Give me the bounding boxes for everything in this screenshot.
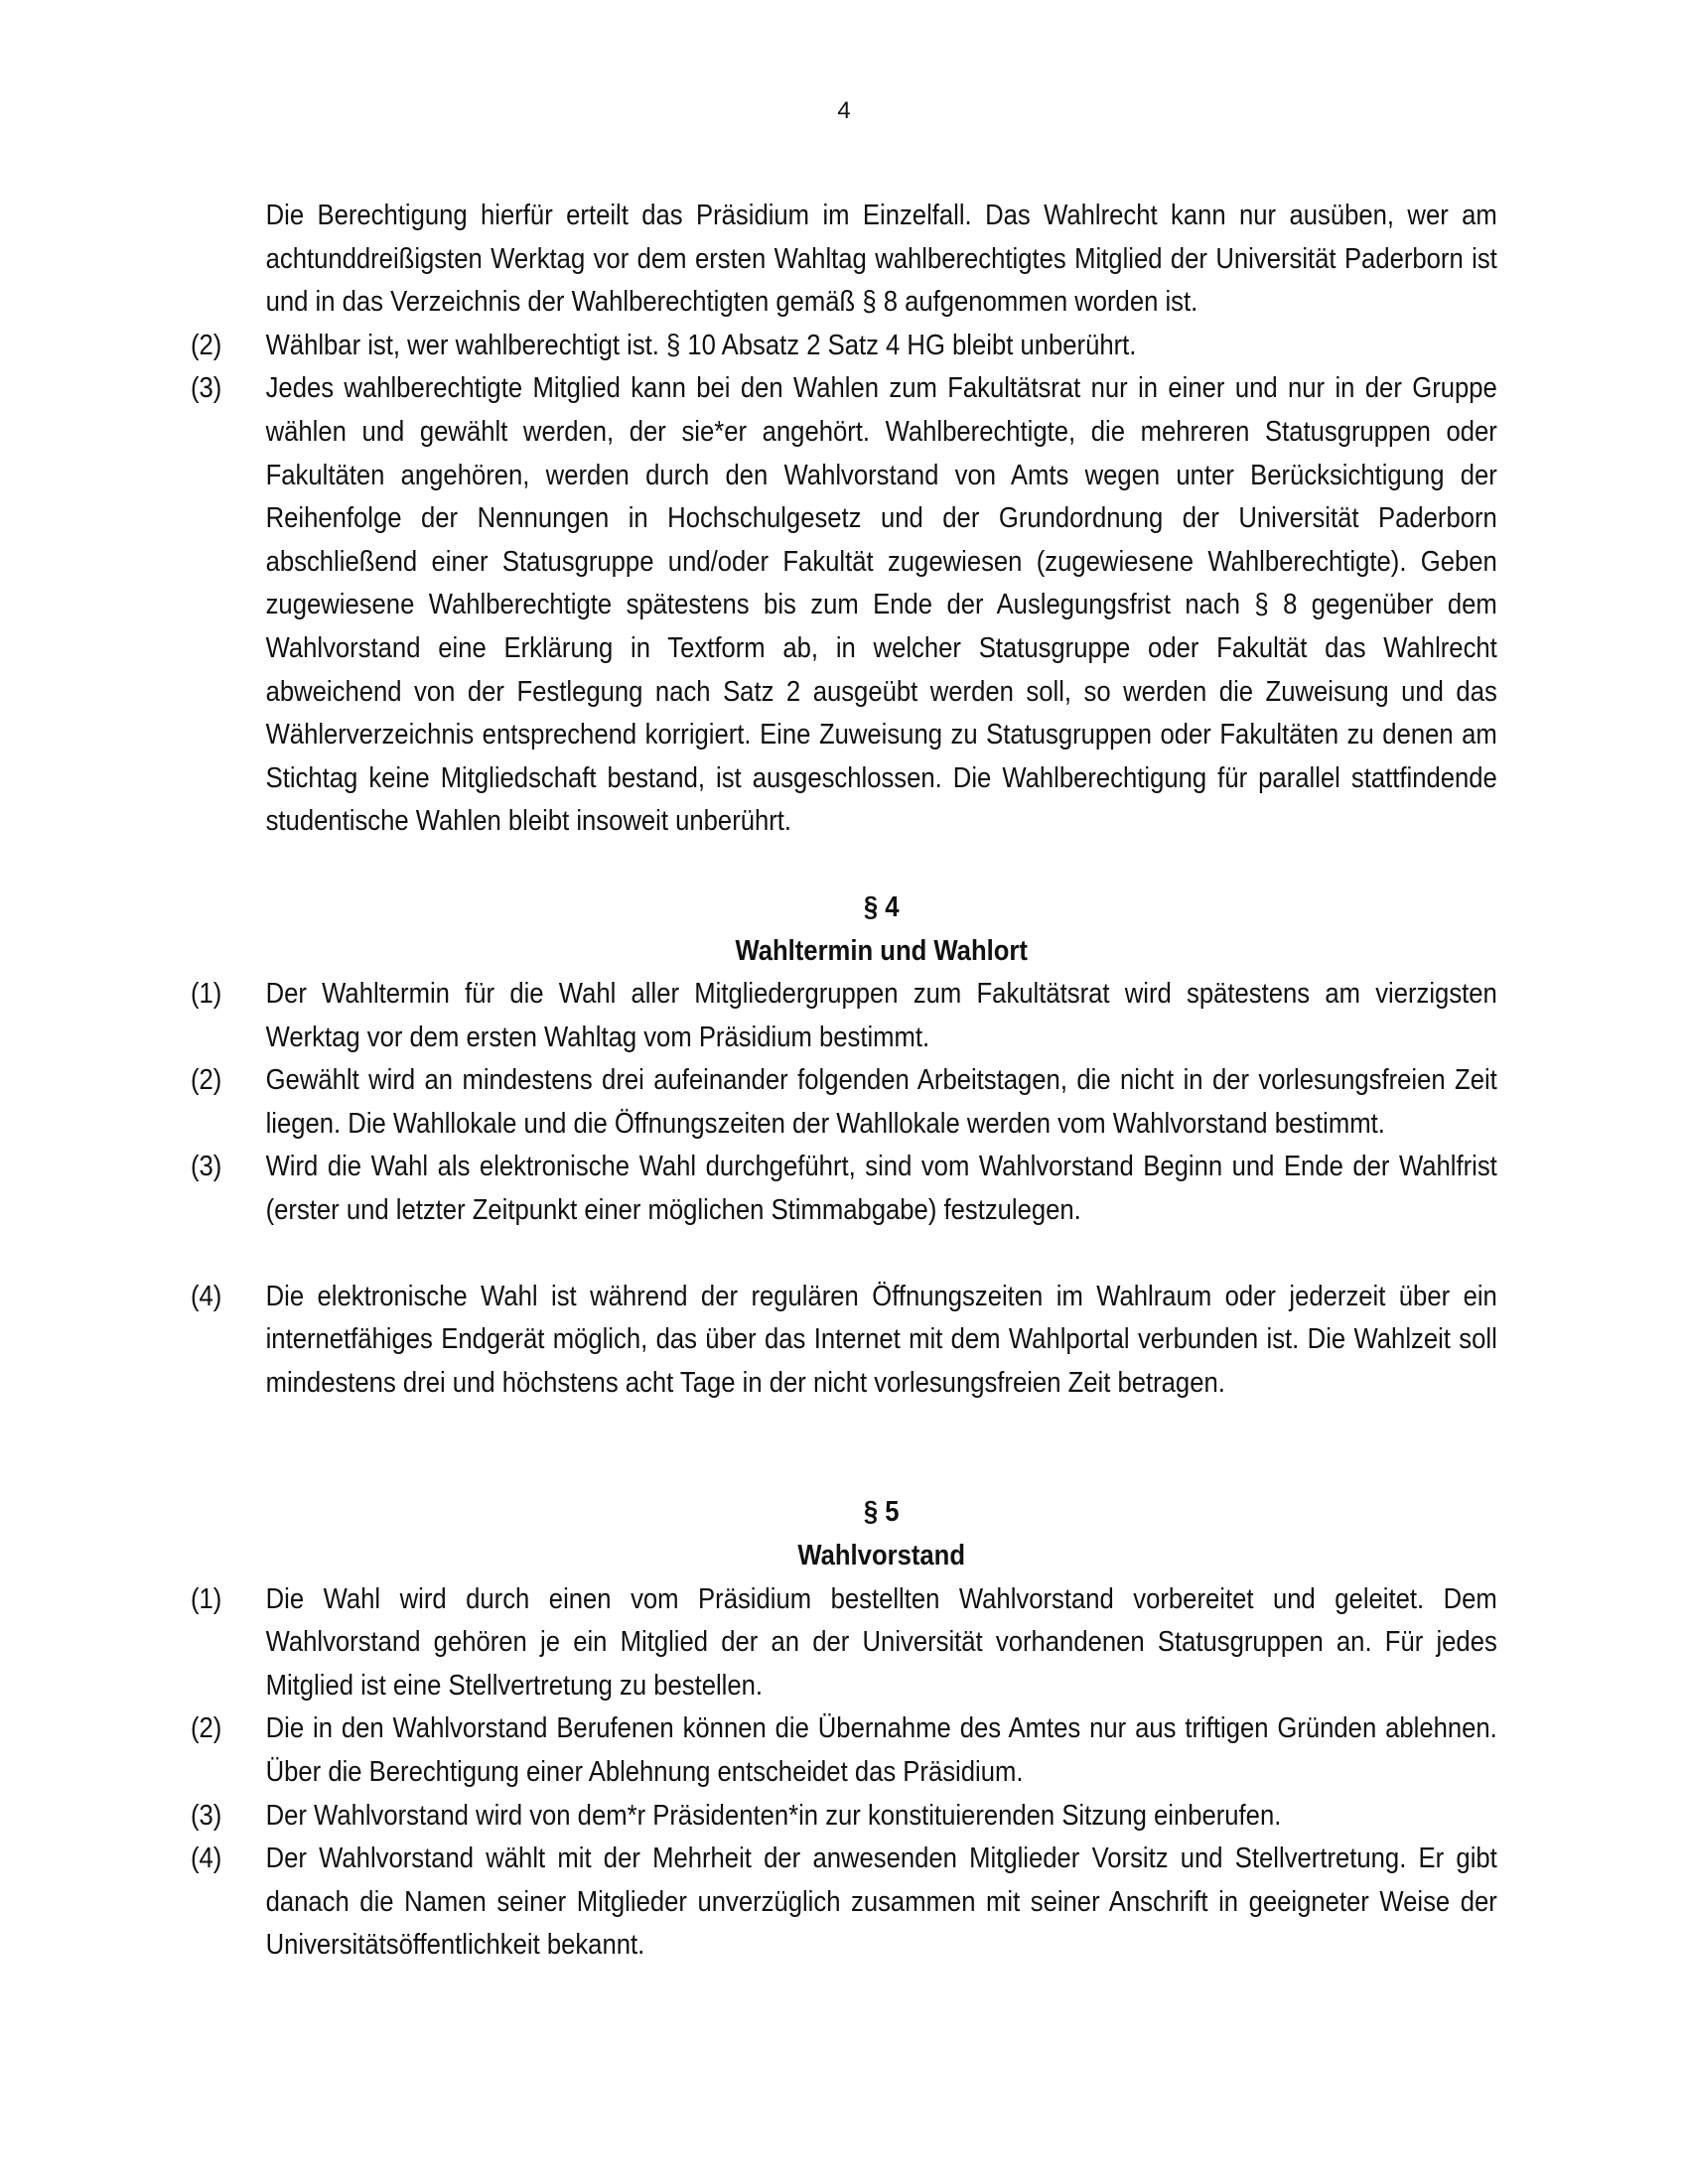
section4-paragraph-1 bbox=[191, 973, 1497, 1059]
section5-title: Wahlvorstand bbox=[797, 1540, 966, 1572]
paragraph-number: (3) bbox=[191, 1799, 222, 1832]
section4-paragraph-2 bbox=[191, 1059, 1497, 1146]
paragraph-text: Wählbar ist, wer wahlberechtigt ist. § 10 Absatz 2 Satz 4 HG bleibt unberührt. bbox=[265, 329, 1137, 361]
paragraph-number: (3) bbox=[191, 1151, 222, 1183]
paragraph-number: (1) bbox=[191, 1582, 222, 1615]
section5-paragraph-2 bbox=[191, 1707, 1497, 1794]
paragraph-number: (2) bbox=[191, 1064, 222, 1097]
intro-text: Die Berechtigung hierfür erteilt das Präsidium im Einzelfall. Das Wahlrecht kann nur ausüben, wer am achtunddreißigsten Werktag vor dem ersten Wahltag wahlberechtigtes Mitglied der Universität Paderborn ist und in das Verzeichnis der Wahlberechtigten gemäß § 8 aufgenommen worden ist. bbox=[265, 200, 1497, 319]
section5-paragraph-3 bbox=[191, 1795, 1497, 1839]
paragraph-number: (4) bbox=[191, 1843, 222, 1875]
paragraph-text: Die in den Wahlvorstand Berufenen können die Übernahme des Amtes nur aus triftigen Gründen ablehnen. Über die Berechtigung einer Ablehnung entscheidet das Präsidium. bbox=[265, 1712, 1497, 1788]
paragraph-text: Wird die Wahl als elektronische Wahl durchgeführt, sind vom Wahlvorstand Beginn und Ende der Wahlfrist (erster und letzter Zeitpunkt einer möglichen Stimmabgabe) festzulegen. bbox=[265, 1151, 1497, 1227]
section3-paragraph-2 bbox=[191, 325, 1497, 368]
paragraph-text: Jedes wahlberechtigte Mitglied kann bei den Wahlen zum Fakultätsrat nur in einer und nur in der Gruppe wählen und gewählt werden, der sie*er angehört. Wahlberechtigte, die mehreren Statusgruppen oder Fakultäten angehören, werden durch den Wahlvorstand von Amts wegen unter Berücksichtigung der Reihenfolge der Nennungen in Hochschulgesetz und der Grundordnung der Universität Paderborn abschließend einer Statusgruppe und/oder Fakultät zugewiesen (zugewiesene Wahlberechtigte). Geben zugewiesene Wahlberechtigte spätestens bis zum Ende der Auslegungsfrist nach § 8 gegenüber dem Wahlvorstand eine Erklärung in Textform ab, in welcher Statusgruppe oder Fakultät das Wahlrecht abweichend von der Festlegung nach Satz 2 ausgeübt werden soll, so werden die Zuweisung und das Wählerverzeichnis entsprechend korrigiert. Eine Zuweisung zu Statusgruppen oder Fakultäten zu denen am Stichtag keine Mitgliedschaft bestand, ist ausgeschlossen. Die Wahlberechtigung für parallel stattfindende studentische Wahlen bleibt insoweit unberührt. bbox=[265, 372, 1497, 838]
paragraph-text: Der Wahlvorstand wird von dem*r Präsidenten*in zur konstituierenden Sitzung einberufen. bbox=[265, 1799, 1282, 1832]
section4-title: Wahltermin und Wahlort bbox=[735, 934, 1028, 967]
page-number: 4 bbox=[837, 97, 851, 124]
paragraph-text: Der Wahltermin für die Wahl aller Mitgliedergruppen zum Fakultätsrat wird spätestens am vierzigsten Werktag vor dem ersten Wahltag vom Präsidium bestimmt. bbox=[265, 978, 1497, 1053]
paragraph-number: (1) bbox=[191, 978, 222, 1011]
paragraph-number: (2) bbox=[191, 1712, 222, 1745]
document-body bbox=[191, 195, 1497, 1968]
paragraph-text: Gewählt wird an mindestens drei aufeinander folgenden Arbeitstagen, die nicht in der vorlesungsfreien Zeit liegen. Die Wahllokale und die Öffnungszeiten der Wahllokale werden vom Wahlvorstand bestimmt. bbox=[265, 1064, 1497, 1140]
paragraph-text: Die elektronische Wahl ist während der regulären Öffnungszeiten im Wahlraum oder jederzeit über ein internetfähiges Endgerät möglich, das über das Internet mit dem Wahlportal verbunden ist. Die Wahlzeit soll mindestens drei und höchstens acht Tage in der nicht vorlesungsfreien Zeit betragen. bbox=[265, 1280, 1497, 1399]
section3-paragraph-3 bbox=[191, 367, 1497, 844]
intro-paragraph bbox=[191, 195, 1497, 325]
section5-paragraph-4 bbox=[191, 1838, 1497, 1968]
section5-paragraph-1 bbox=[191, 1578, 1497, 1708]
section4-paragraph-3 bbox=[191, 1146, 1497, 1232]
paragraph-number: (2) bbox=[191, 329, 222, 361]
paragraph-text: Die Wahl wird durch einen vom Präsidium bestellten Wahlvorstand vorbereitet und geleitet. Dem Wahlvorstand gehören je ein Mitglied der an der Universität vorhandenen Statusgruppen an. Für jedes Mitglied ist eine Stellvertretung zu bestellen. bbox=[265, 1582, 1497, 1702]
section4-number: § 4 bbox=[863, 890, 900, 923]
section4-paragraph-4 bbox=[191, 1276, 1497, 1406]
paragraph-text: Der Wahlvorstand wählt mit der Mehrheit der anwesenden Mitglieder Vorsitz und Stellvertretung. Er gibt danach die Namen seiner Mitglieder unverzüglich zusammen mit seiner Anschrift in geeigneter Weise der Universitätsöffentlichkeit bekannt. bbox=[265, 1843, 1497, 1962]
paragraph-number: (4) bbox=[191, 1280, 222, 1312]
section5-number: § 5 bbox=[863, 1496, 900, 1529]
paragraph-number: (3) bbox=[191, 372, 222, 405]
